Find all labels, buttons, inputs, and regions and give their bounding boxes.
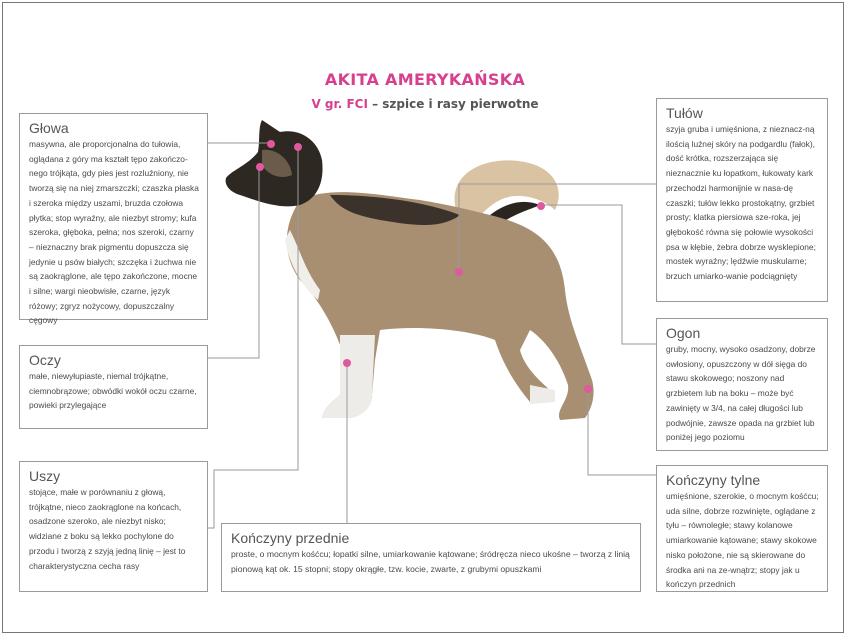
connector-konczyny-tylne [588,389,656,475]
section-text: proste, o mocnym kośćcu; łopatki silne, umiarkowanie kątowane; śródręcza nieco ukośne – tworzą z linią pionową kąt ok. 15 stopni; stopy okrągłe, tzw. kocie, zwarte, z grubymi opuszkami [231,549,630,574]
section-title: Tułów [666,105,703,121]
marker-oczy [256,163,264,171]
page-title: AKITA AMERYKAŃSKA [324,70,526,89]
section-konczyny-przednie [221,523,641,592]
section-title: Oczy [29,352,61,368]
section-uszy [19,461,208,592]
section-title: Kończyny przednie [231,530,350,546]
section-title: Głowa [29,120,69,136]
section-text: umięśnione, szerokie, o mocnym kośćcu; uda silne, dobrze rozwinięte, oglądane z tyłu – równoległe; stawy kolanowe umiarkowanie kątowane; stawy skokowe nisko położone, nie są skierowane do środka ani na ze-wnątrz; stopy jak u kończyn przednich [666,491,819,590]
section-tulow [656,98,828,302]
fci-group-description: – szpice i rasy pierwotne [367,97,539,111]
dog-hindpaw-white [530,385,555,404]
section-text: gruby, mocny, wysoko osadzony, dobrze owłosiony, opuszczony w dół sięga do stawu skokowego; noszony nad grzbietem lub na boku – może być zawinięty w 3/4, na całej długości lub podwójnie, zawsze opada na grzbiet lub poniżej jego poziomu [666,344,816,443]
section-konczyny-tylne [656,465,828,592]
section-glowa [19,113,208,326]
dog-body [287,192,594,420]
section-title: Kończyny tylne [666,472,761,488]
dog-illustration [226,120,594,420]
section-text: małe, niewyłupiaste, niemal trójkątne, ciemnobrązowe; obwódki wokół oczu czarne, powieki przylegające [29,371,197,411]
fci-group: V gr. FCI [311,97,368,111]
dog-foreleg-white [322,335,375,418]
section-ogon [656,318,828,451]
section-text: masywna, ale proporcjonalna do tułowia, oglądana z góry ma kształt tępo zakończo-nego trójkąta, gdy pies jest rozluźniony, nie tworzą się na niej zmarszczki; czaszka płaska i szeroka między uszami, bruzda czołowa płytka; stop wyraźny, ale niezbyt stromy; kufa szeroka, głęboka, pełna; nos szeroki, czarny – nieznaczny brak pigmentu dopuszcza się jedynie u psów białych; szczęka i żuchwa nie są zaokrąglone, ale tępo zakończone, mocne i silne; wargi nieobwisłe, czarne, język różowy; zgryz nożycowy, dopuszczalny cęgowy [29,139,199,326]
section-text: szyja gruba i umięśniona, z nieznacz-ną ilością luźnej skóry na podgardlu (fałok), dość krótka, rozszerzająca się nieznacznie ku łopatkom, łukowaty kark przechodzi harmonijnie w nasa-dę czaszki; tułów lekko prostokątny, grzbiet prosty; klatka piersiowa sze-roka, jej głębokość równa się połowie wysokości psa w kłębie, żebra dobrze wysklepione; mostek wyraźny; lędźwie muskularne; brzuch umiarko-wanie podciągnięty [666,124,816,282]
section-title: Uszy [29,468,61,484]
marker-konczyny-przednie [343,359,351,367]
marker-ogon [537,202,545,210]
section-text: stojące, małe w porównaniu z głową, trójkątne, nieco zaokrąglone na końcach, osadzone szeroko, ale niezbyt nisko; widziane z boku są lekko pochylone do przodu i tworzą z szyją jedną linię – jest to charakterystyczna cecha rasy [29,487,186,571]
section-oczy [19,345,208,429]
marker-glowa [267,140,275,148]
marker-uszy [294,143,302,151]
marker-konczyny-tylne [584,385,592,393]
marker-tulow [455,268,463,276]
section-title: Ogon [666,325,701,341]
